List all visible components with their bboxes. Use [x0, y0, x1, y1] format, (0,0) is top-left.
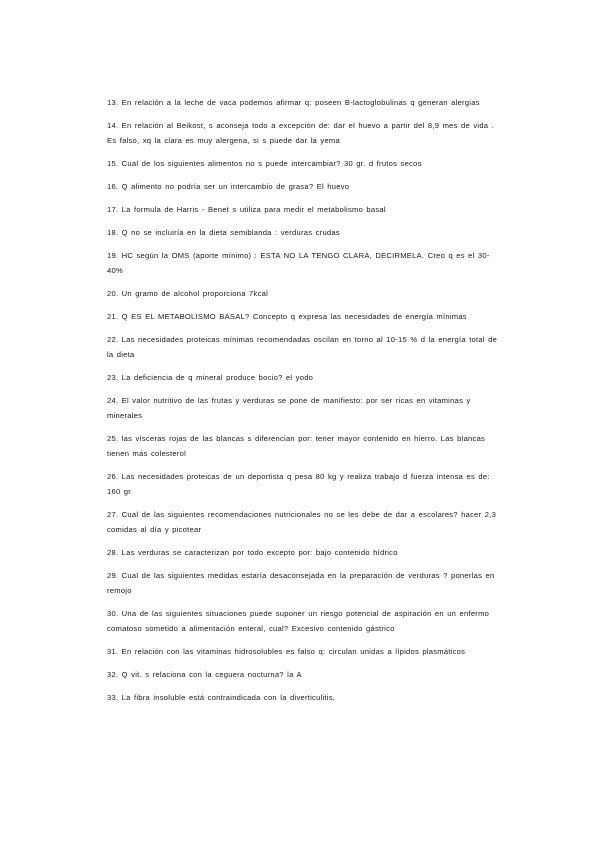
question-28: 28. Las verduras se caracterizan por todo excepto por: bajo contenido hídrico [107, 548, 398, 557]
question-31: 31. En relación con las vitaminas hidrosolubles es falso q: circulan unidas a lípidos plasmáticos [107, 647, 466, 656]
question-19: 19. HC según la OMS (aporte mínimo) : ESTA NO LA TENGO CLARA, DECIRMELA. Creo q es el 30-40% [107, 251, 490, 275]
question-29: 29. Cual de las siguientes medidas estaría desaconsejada en la preparación de verduras ? ponerlas en remojo [107, 571, 495, 595]
question-15: 15. Cual de los siguientes alimentos no s puede intercambiar? 30 gr. d frutos secos [107, 159, 422, 168]
question-24: 24. El valor nutritivo de las frutas y verduras se pone de manifiesto: por ser ricas en vitaminas y minerales [107, 396, 471, 420]
question-17: 17. La formula de Harris - Benet s utiliza para medir el metabolismo basal [107, 205, 386, 214]
question-27: 27. Cual de las siguientes recomendaciones nutricionales no se les debe de dar a escolares? hacer 2,3 comidas al día y picotear [107, 510, 497, 534]
question-32: 32. Q vit. s relaciona con la ceguera nocturna? la A [107, 670, 302, 679]
question-18: 18. Q no se incluiría en la dieta semiblanda : verduras crudas [107, 228, 340, 237]
question-23: 23. La deficiencia de q mineral produce bocio? el yodo [107, 373, 314, 382]
question-25: 25. las vísceras rojas de las blancas s diferencian por: tener mayor contenido en hierro. Las blancas tienen más colesterol [107, 434, 486, 458]
question-26: 26. Las necesidades proteicas de un deportista q pesa 80 kg y realiza trabajo d fuerza intensa es de: 160 gr [107, 472, 490, 496]
question-21: 21. Q ES EL METABOLISMO BASAL? Concepto q expresa las necesidades de energía mínimas [107, 312, 467, 321]
question-33: 33. La fibra insoluble está contraindicada con la diverticulitis, [107, 693, 336, 702]
question-22: 22. Las necesidades proteicas mínimas recomendadas oscilan en torno al 10-15 % d la energía total de la dieta [107, 335, 498, 359]
question-13: 13. En relación a la leche de vaca podemos afirmar q: poseen B-lactoglobulinas q generan alergias [107, 98, 480, 107]
question-16: 16. Q alimento no podría ser un intercambio de grasa? El huevo [107, 182, 350, 191]
question-30: 30. Una de las siguientes situaciones puede suponer un riesgo potencial de aspiración en un enfermo comatoso sometido a alimentación enteral, cual? Excesivo contenido gástrico [107, 609, 490, 633]
question-20: 20. Un gramo de alcohol proporciona 7kcal [107, 289, 269, 298]
question-list [107, 95, 499, 713]
question-14: 14. En relación al Beikost, s aconseja todo a excepción de: dar el huevo a partir del 8,9 mes de vida . Es falso, xq la clara es muy alergena, si s puede dar la yema [107, 121, 494, 145]
